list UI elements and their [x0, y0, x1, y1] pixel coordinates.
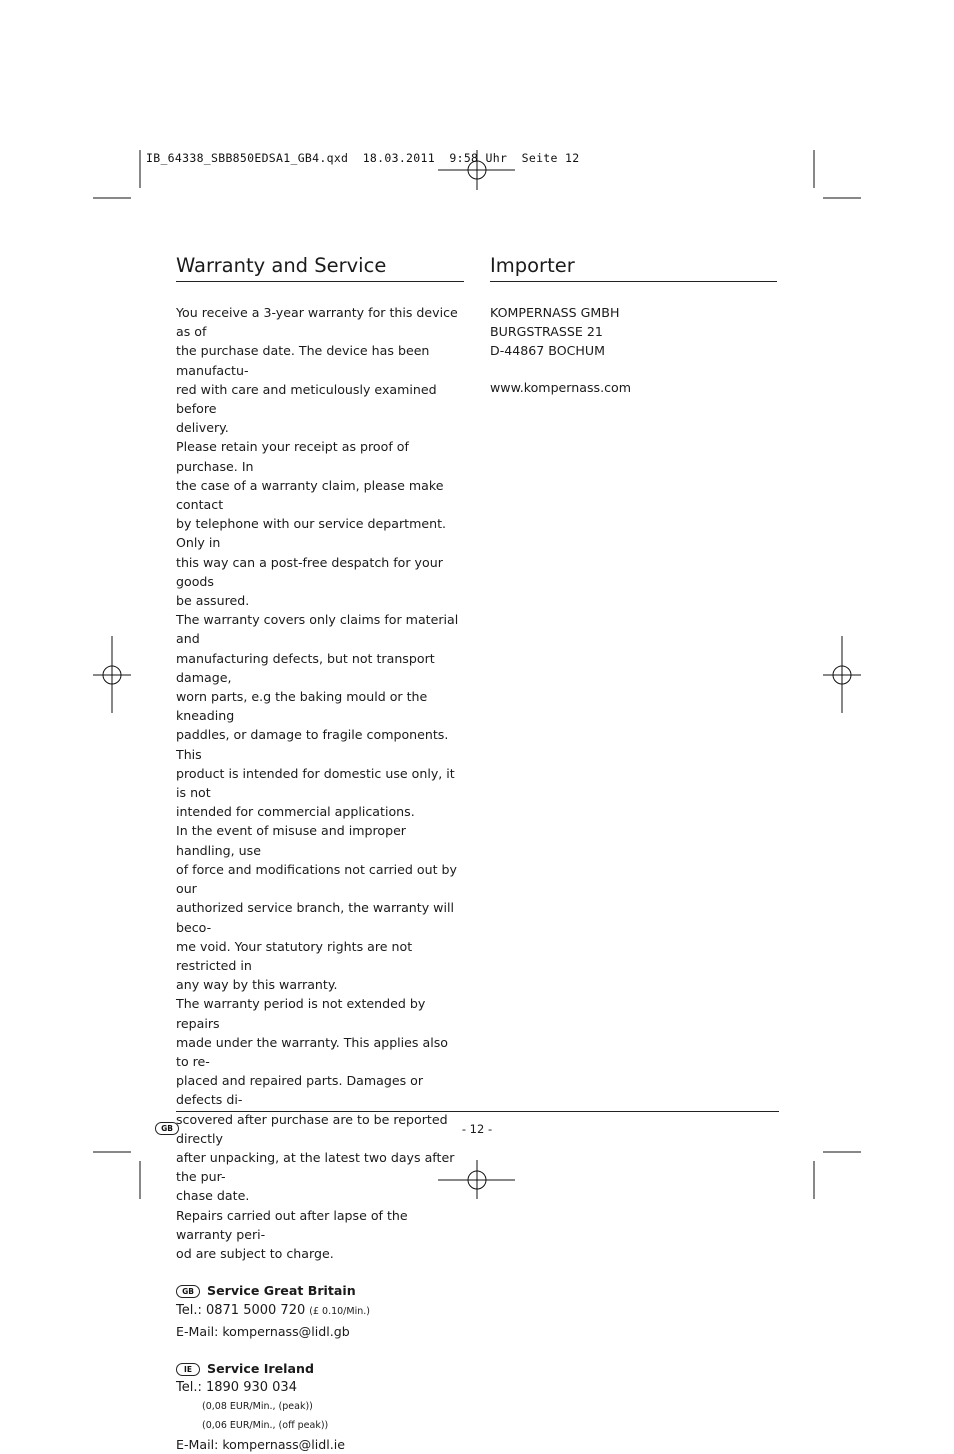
text-line: In the event of misuse and improper handling, use	[176, 823, 406, 858]
warranty-text	[176, 303, 464, 1263]
text-line: any way by this warranty.	[176, 977, 338, 993]
text-line: me void. Your statutory rights are not restricted in	[176, 938, 413, 973]
service-ie-title: Service Ireland	[207, 1360, 314, 1376]
service-great-britain	[176, 1281, 464, 1341]
text-line: the purchase date. The device has been manufactu-	[176, 343, 430, 378]
text-line: You receive a 3-year warranty for this device as of	[176, 305, 458, 340]
service-gb-phone-row	[176, 1300, 464, 1321]
service-gb-rate: (£ 0.10/Min.)	[309, 1306, 370, 1318]
warranty-heading: Warranty and Service	[176, 254, 464, 282]
text-line: intended for commercial applications.	[176, 804, 415, 820]
service-ie-title-row	[176, 1359, 464, 1378]
service-ie-email[interactable]: E-Mail: kompernass@lidl.ie	[176, 1437, 346, 1453]
text-line: red with care and meticulously examined before	[176, 381, 437, 417]
text-line: authorized service branch, the warranty will beco-	[176, 900, 454, 935]
text-line: manufacturing defects, but not transport damage,	[176, 650, 435, 685]
importer-website-link[interactable]: www.kompernass.com	[490, 379, 631, 395]
address-line: D-44867 BOCHUM	[490, 343, 605, 359]
text-line: after unpacking, at the latest two days after the pur-	[176, 1149, 455, 1185]
page-number: - 12 -	[461, 1122, 493, 1136]
service-gb-phone[interactable]: Tel.: 0871 5000 720	[176, 1303, 306, 1319]
warranty-column	[176, 254, 464, 1454]
text-line: The warranty period is not extended by repairs	[176, 996, 426, 1031]
text-line: od are subject to charge.	[176, 1245, 334, 1261]
text-line: paddles, or damage to fragile components. This	[176, 727, 449, 762]
text-line: Repairs carried out after lapse of the warranty peri-	[176, 1207, 408, 1242]
text-line: by telephone with our service department. Only in	[176, 516, 447, 551]
text-line: the case of a warranty claim, please make contact	[176, 477, 444, 513]
text-line: made under the warranty. This applies also to re-	[176, 1034, 448, 1069]
service-ireland	[176, 1359, 464, 1454]
service-ie-phone[interactable]: Tel.: 1890 930 034	[176, 1379, 297, 1395]
print-slug: IB_64338_SBB850EDSA1_GB4.qxd 18.03.2011 9:58 Uhr Seite 12	[146, 151, 580, 165]
service-ie-rate-peak: (0,08 EUR/Min., (peak))	[202, 1401, 313, 1413]
text-line: scovered after purchase are to be reported directly	[176, 1111, 448, 1146]
service-gb-title: Service Great Britain	[207, 1283, 356, 1299]
address-line: KOMPERNASS GMBH	[490, 305, 620, 320]
text-line: Please retain your receipt as proof of purchase. In	[176, 439, 409, 474]
text-line: product is intended for domestic use only, it is not	[176, 765, 455, 801]
service-ie-rate-offpeak: (0,06 EUR/Min., (off peak))	[202, 1420, 329, 1432]
importer-column	[490, 254, 777, 395]
text-line: be assured.	[176, 593, 250, 609]
text-line: this way can a post-free despatch for your goods	[176, 554, 443, 589]
gb-country-badge: GB	[176, 1285, 200, 1298]
footer-gb-badge: GB	[155, 1122, 179, 1135]
address-line: BURGSTRASSE 21	[490, 324, 603, 340]
text-line: The warranty covers only claims for material and	[176, 612, 459, 647]
text-line: delivery.	[176, 420, 229, 436]
service-gb-title-row	[176, 1281, 464, 1300]
text-line: placed and repaired parts. Damages or defects di-	[176, 1073, 424, 1108]
text-line: worn parts, e.g the baking mould or the kneading	[176, 689, 428, 724]
ie-country-badge: IE	[176, 1363, 200, 1376]
importer-heading: Importer	[490, 254, 777, 282]
importer-address	[490, 303, 777, 361]
text-line: chase date.	[176, 1188, 250, 1204]
text-line: of force and modifications not carried out by our	[176, 861, 458, 897]
service-gb-email[interactable]: E-Mail: kompernass@lidl.gb	[176, 1323, 350, 1339]
footer-divider	[176, 1111, 779, 1112]
